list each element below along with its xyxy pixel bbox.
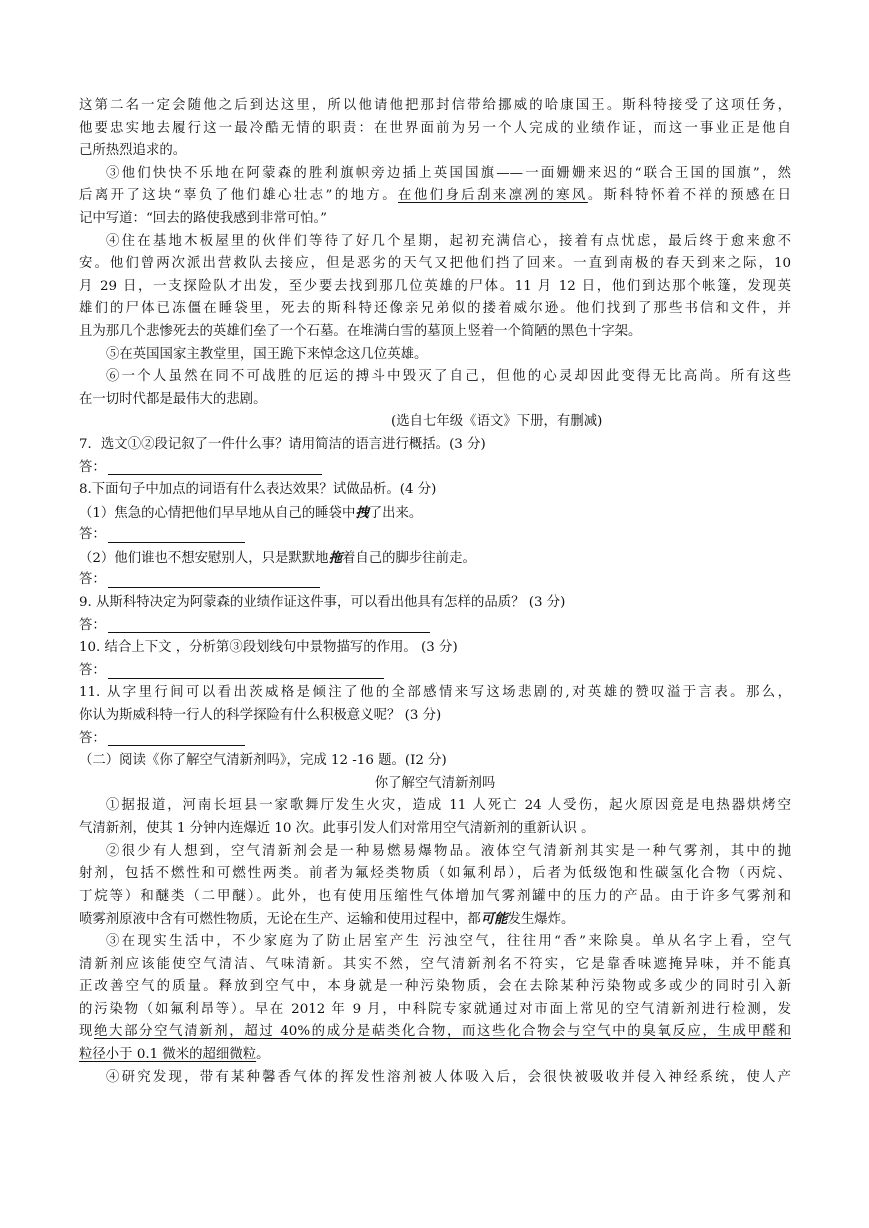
s2-paragraph-4-line: ④研究发现，带有某种馨香气体的挥发性溶剂被人体吸入后，会很快被吸收并侵入神经系统，使人产 — [106, 1069, 791, 1085]
question-7: 7．选文①②段记叙了一件什么事？请用简洁的语言进行概括。(3 分) — [79, 436, 486, 452]
answer-label: 答： — [79, 617, 106, 633]
answer-label: 答： — [79, 527, 106, 543]
answer-label: 答： — [79, 730, 106, 746]
paragraph-3-line: 记中写道：“回去的路使我感到非常可怕。” — [79, 210, 328, 226]
article-title: 你了解空气清新剂吗 — [374, 775, 496, 791]
s2-paragraph-2-line — [79, 908, 791, 931]
question-11: 11. 从字里行间可以看出茨威格是倾注了他的全部感情来写这场悲剧的,对英雄的赞叹溢于言表。那么， — [79, 685, 791, 701]
paragraph-line: 他要忠实地去履行这一最冷酷无情的职责：在世界面前为另一个人完成的业绩作证，而这一事业正是他自 — [79, 120, 791, 136]
text-run: （2）他们谁也不想安慰别人，只是默默地 — [79, 550, 329, 566]
paragraph-3-line — [79, 185, 791, 208]
answer-11 — [79, 728, 791, 751]
s2-paragraph-3-line — [79, 1021, 791, 1044]
answer-9 — [79, 615, 791, 638]
answer-blank-9[interactable] — [108, 618, 430, 633]
question-8: 8.下面句子中加点的词语有什么表达效果？试做品析。(4 分) — [79, 482, 437, 498]
underlined-sentence: 在他们身后刮来凛冽的寒风 — [398, 188, 588, 204]
text-run: 着自己的脚步往前走。 — [341, 550, 476, 566]
s2-paragraph-3-line: ③在现实生活中，不少家庭为了防止居室产生 污浊空气，往往用“香”来除臭。单从名字上看，空气 — [106, 933, 791, 949]
answer-label: 答： — [79, 662, 106, 678]
paragraph-6-line: ⑥一个人虽然在同不可战胜的厄运的搏斗中毁灭了自己，但他的心灵却因此变得无比高尚。所有这些 — [106, 369, 791, 385]
text-run: 喷雾剂原液中含有可燃性物质，无论在生产、运输和使用过程中，都 — [79, 912, 481, 928]
s2-paragraph-1-line: 气清新剂，使其 1 分钟内连爆近 10 次。此事引发人们对常用空气清新剂的重新认识 。 — [79, 821, 595, 836]
answer-blank-8-2[interactable] — [108, 573, 320, 588]
answer-blank-8-1[interactable] — [108, 528, 245, 543]
paragraph-4-line: 雄们的尸体已冻僵在睡袋里，死去的斯科特还像亲兄弟似的搂着威尔逊。他们找到了那些书信和文件，并 — [79, 301, 791, 317]
paragraph-6-line: 在一切时代都是最伟大的悲剧。 — [79, 391, 267, 407]
section-heading: （二）阅读《你了解空气清新剂吗》，完成 12 -16 题。(I2 分) — [79, 753, 447, 769]
s2-paragraph-2-line: ②很少有人想到，空气清新剂会是一种易燃易爆物品。液体空气清新剂其实是一种气雾剂，其中的抛 — [106, 843, 791, 859]
answer-blank-11[interactable] — [108, 731, 245, 746]
s2-paragraph-1-line: ①据报道，河南长垣县一家歌舞厅发生火灾，造成 11 人死亡 24 人受伤，起火原因竟是电热器烘烤空 — [106, 798, 791, 814]
text-run: 发生爆炸。 — [507, 912, 575, 928]
question-8-1 — [79, 502, 791, 525]
document-page — [79, 95, 791, 1089]
answer-8-2 — [79, 569, 791, 592]
question-8-2 — [79, 547, 791, 570]
answer-8-1 — [79, 524, 791, 547]
paragraph-line: 己所热烈追求的。 — [79, 143, 187, 159]
question-10: 10. 结合上下文 ，分析第③段划线句中景物描写的作用。 (3 分) — [79, 640, 458, 656]
paragraph-4-line: 安。他们曾两次派出营救队去接应，但是恶劣的天气又把他们挡了回来。一直到南极的春天到来之际，10 — [79, 256, 791, 272]
answer-7 — [79, 457, 791, 480]
paragraph-4-line: 且为那几个悲惨死去的英雄们垒了一个石墓。在堆满白雪的墓顶上竖着一个简陋的黑色十字架。 — [79, 323, 642, 339]
paragraph-4-line: ④住在基地木板屋里的伙伴们等待了好几个星期，起初充满信心，接着有点忧虑，最后终于愈来愈不 — [106, 233, 791, 249]
emphasized-word: 拖 — [328, 549, 342, 566]
source-note: (选自七年级《语文》下册，有删减) — [391, 414, 603, 430]
paragraph-4-line: 月 29 日，一支探险队才出发，至少要去找到那几位英雄的尸体。11 月 12 日，他们到达那个帐篷，发现英 — [79, 278, 791, 294]
text-run: （1）焦急的心情把他们早早地从自己的睡袋中 — [79, 505, 356, 521]
text-run: 后离开了这块“辜负了他们雄心壮志”的地方。 — [79, 188, 399, 204]
emphasized-word: 可能 — [480, 911, 508, 928]
paragraph-5-line: ⑤在英国国家主教堂里，国王跪下来悼念这几位英雄。 — [106, 346, 428, 362]
s2-paragraph-3-line: 清新剂应该能使空气清洁、气味清新。其实不然，空气清新剂名不符实，它是靠香味遮掩异味，并不能真 — [79, 956, 791, 972]
s2-paragraph-3-line — [79, 1044, 791, 1067]
answer-blank-10[interactable] — [108, 664, 384, 679]
s2-paragraph-2-line: 丁烷等）和醚类（二甲醚）。此外，也有使用压缩性气体增加气雾剂罐中的压力的产品。由于许多气雾剂和 — [79, 888, 791, 904]
s2-paragraph-3-line: 的污染物（如氟利昂等）。早在 2012 年 9 月，中科院专家就通过对市面上常见的空气清新剂进行检测，发 — [79, 1001, 791, 1017]
answer-10 — [79, 660, 791, 683]
text-run: 现 — [79, 1024, 95, 1040]
paragraph-line: 这第二名一定会随他之后到达这里，所以他请他把那封信带给挪威的哈康国王。斯科特接受了这项任务， — [79, 98, 791, 113]
question-9: 9. 从斯科特决定为阿蒙森的业绩作证这件事，可以看出他具有怎样的品质？ (3 分) — [79, 595, 566, 611]
text-run: 。 — [256, 1046, 270, 1062]
emphasized-word: 拽 — [355, 504, 369, 521]
text-run: 。斯科特怀着不祥的预感在日 — [587, 188, 792, 204]
s2-paragraph-2-line: 射剂，包括不燃性和可燃性两类。前者为氟烃类物质（如氟利昂），后者为低级饱和性碳氢化合物（丙烷、 — [79, 866, 791, 882]
s2-paragraph-3-line: 正改善空气的质量。释放到空气中，本身就是一种污染物质，会在去除某种污染物或多或少的同时引入新 — [79, 979, 791, 995]
text-run: 了出来。 — [368, 505, 423, 521]
answer-blank-7[interactable] — [108, 460, 322, 475]
underlined-sentence: 粒径小于 0.1 微米的超细微粒 — [79, 1046, 257, 1062]
question-11-cont: 你认为斯威科特一行人的科学探险有什么积极意义呢？ (3 分) — [79, 708, 442, 724]
answer-label: 答： — [79, 459, 106, 475]
paragraph-3-line: ③他们快快不乐地在阿蒙森的胜利旗帜旁边插上英国国旗——一面姗姗来迟的“联合王国的国旗”，然 — [106, 165, 791, 181]
answer-label: 答： — [79, 572, 106, 588]
underlined-sentence: 绝大部分空气清新剂，超过 40%的成分是萜类化合物，而这些化合物会与空气中的臭氧反应，生成甲醛和 — [94, 1024, 791, 1040]
